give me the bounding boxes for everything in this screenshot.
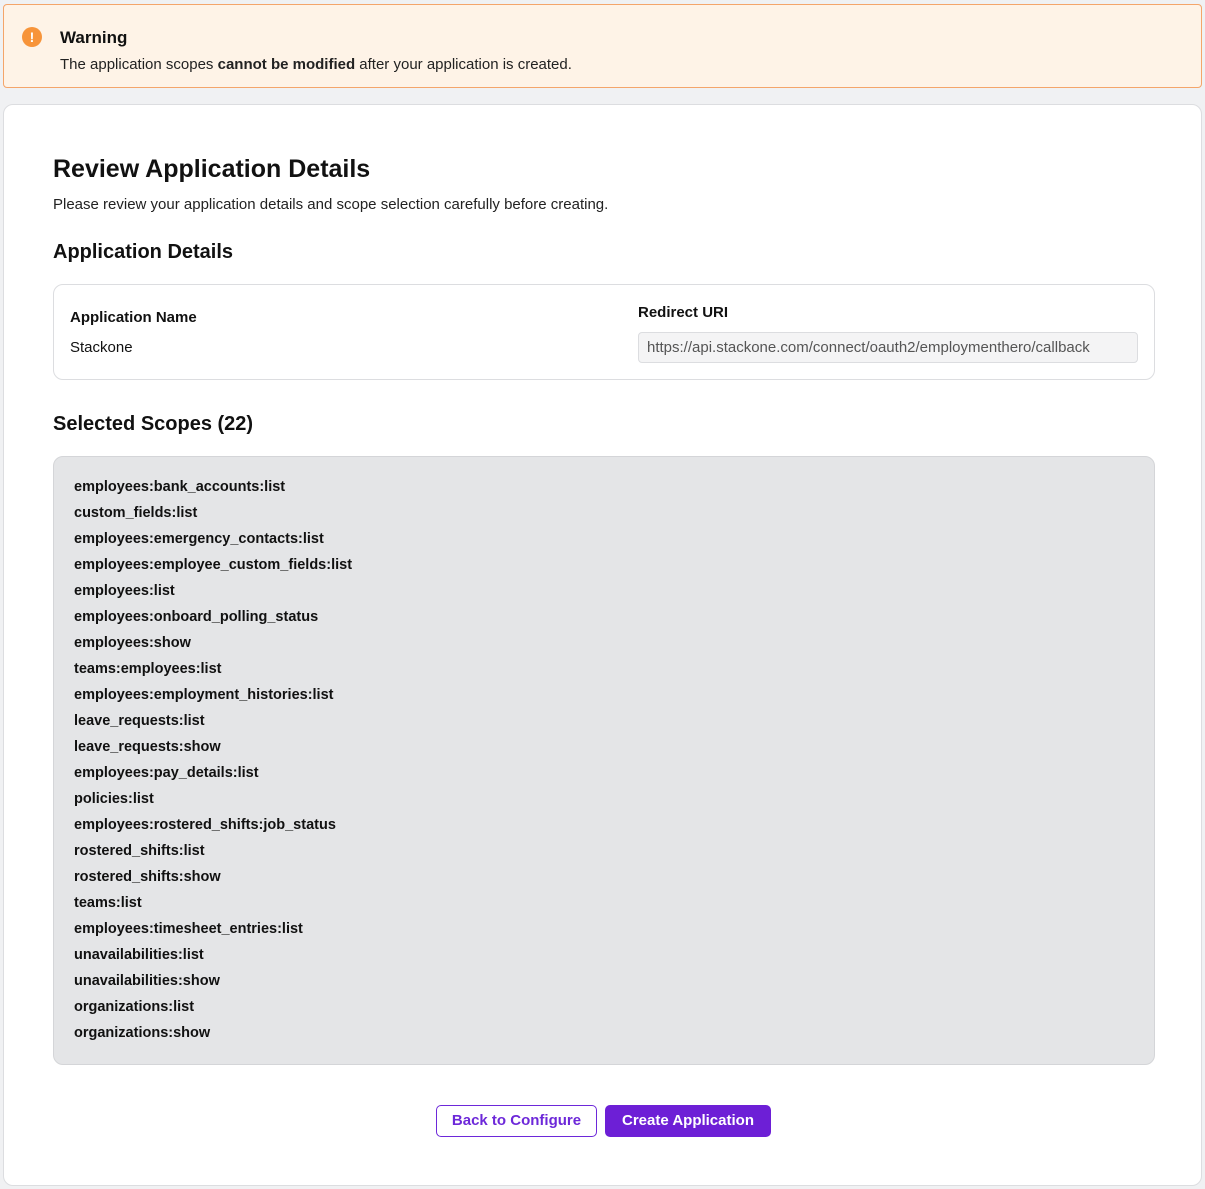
scope-item: unavailabilities:show (74, 973, 220, 989)
scope-item: employees:rostered_shifts:job_status (74, 817, 336, 833)
scope-item: employees:timesheet_entries:list (74, 921, 303, 937)
page-subtitle: Please review your application details and scope selection carefully before creating. (53, 196, 609, 213)
details-heading: Application Details (53, 241, 234, 263)
scope-item: employees:bank_accounts:list (74, 479, 286, 495)
scope-item: employees:emergency_contacts:list (74, 531, 324, 547)
scope-item: organizations:list (74, 999, 195, 1015)
review-card (3, 104, 1202, 1186)
scope-item: employees:show (74, 635, 191, 651)
scope-item: employees:employment_histories:list (74, 687, 334, 703)
scope-item: teams:employees:list (74, 661, 222, 677)
page-title: Review Application Details (53, 155, 371, 183)
scopes-heading: Selected Scopes (22) (53, 413, 254, 435)
redirect-uri-label: Redirect URI (638, 304, 729, 321)
warning-banner (3, 4, 1202, 88)
scope-item: teams:list (74, 895, 142, 911)
create-application-button[interactable]: Create Application (605, 1105, 771, 1137)
scope-item: custom_fields:list (74, 505, 198, 521)
scope-item: rostered_shifts:show (74, 869, 221, 885)
scope-item: leave_requests:show (74, 739, 221, 755)
scope-item: employees:pay_details:list (74, 765, 259, 781)
scope-item: rostered_shifts:list (74, 843, 205, 859)
scope-item: employees:employee_custom_fields:list (74, 557, 353, 573)
warning-title: Warning (60, 28, 128, 47)
scope-item: policies:list (74, 791, 154, 807)
back-to-configure-button[interactable]: Back to Configure (436, 1105, 597, 1137)
app-name-value: Stackone (70, 339, 133, 356)
scope-item: unavailabilities:list (74, 947, 204, 963)
scope-item: employees:onboard_polling_status (74, 609, 319, 625)
warning-message: The application scopes cannot be modified after your application is created. (60, 56, 572, 73)
scopes-list (53, 456, 1155, 1065)
app-name-label: Application Name (70, 309, 197, 326)
scope-item: employees:list (74, 583, 175, 599)
scope-item: organizations:show (74, 1025, 211, 1041)
warning-icon: ! (22, 27, 42, 47)
details-box (53, 284, 1155, 380)
scope-item: leave_requests:list (74, 713, 205, 729)
redirect-uri-field[interactable]: https://api.stackone.com/connect/oauth2/employmenthero/callback (638, 332, 1138, 363)
